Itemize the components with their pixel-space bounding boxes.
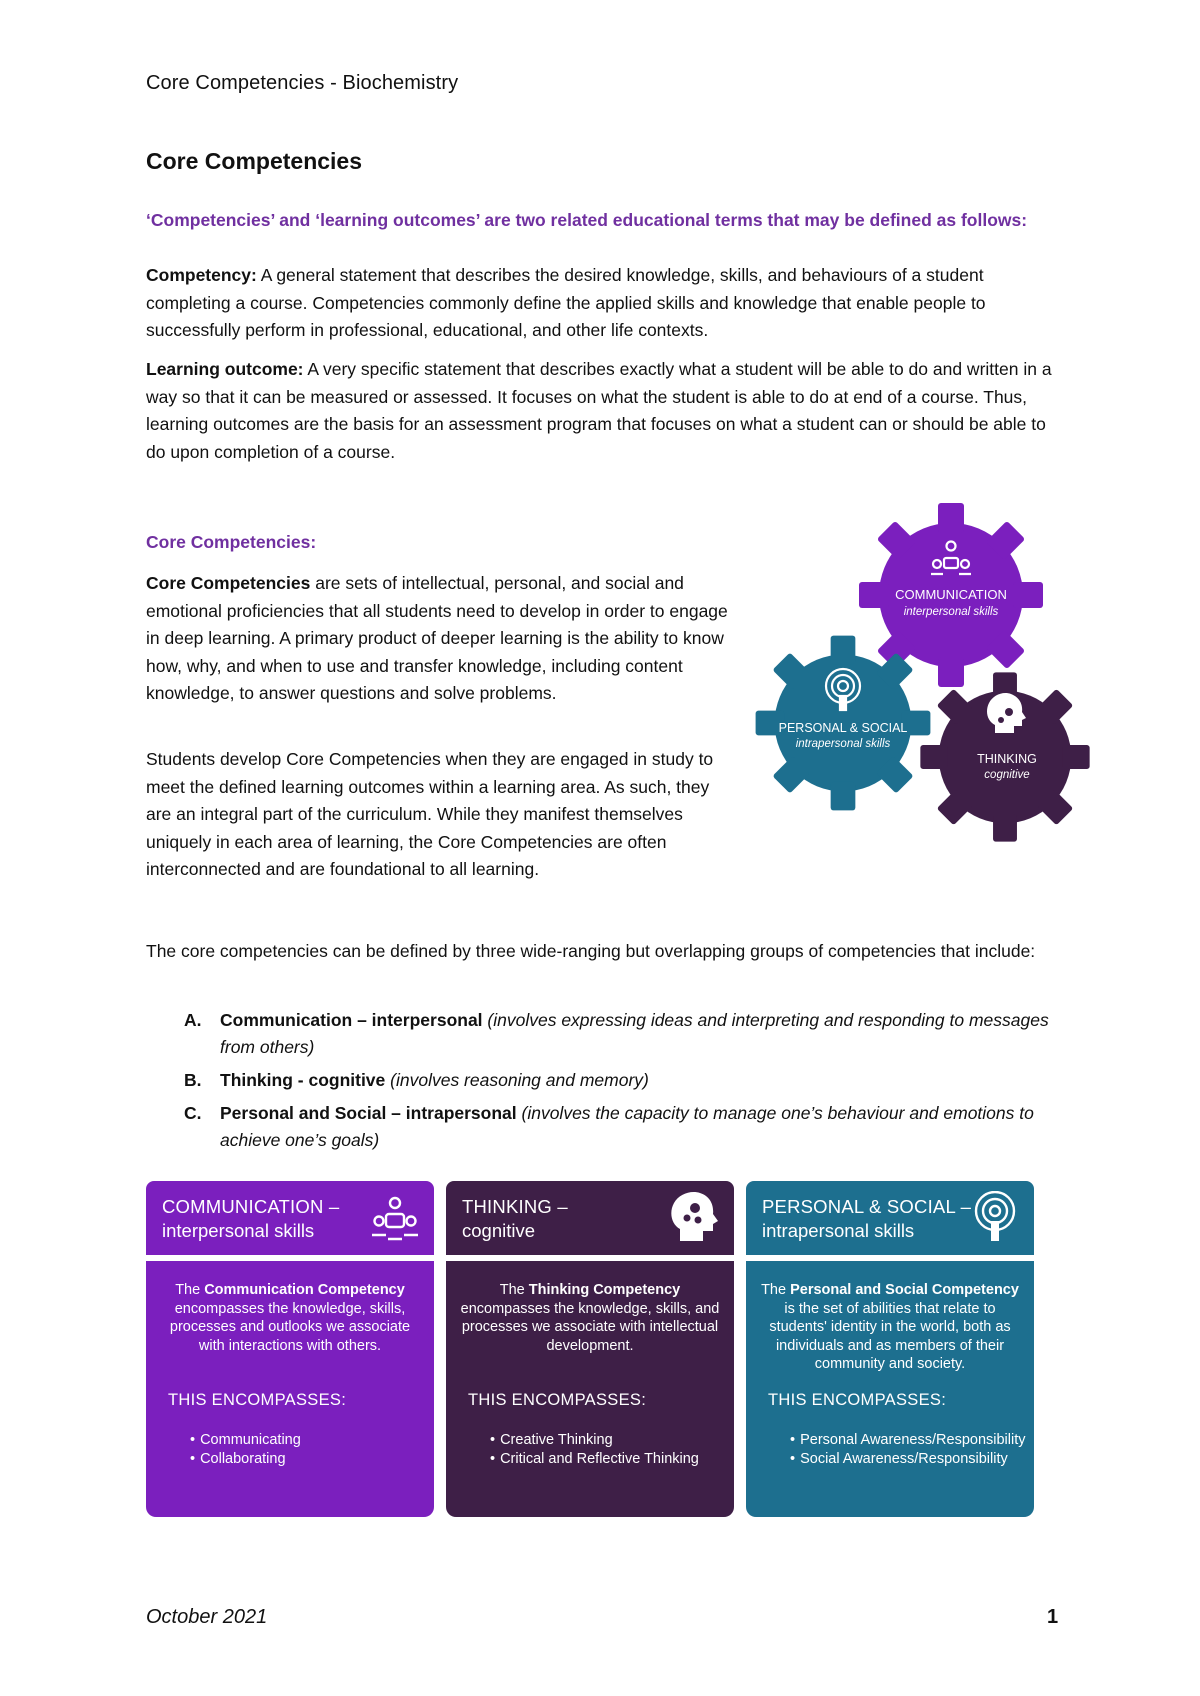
personal-social-card-header [746, 1181, 1034, 1255]
list-item [146, 1007, 1076, 1061]
list-item: • Critical and Reflective Thinking [490, 1450, 699, 1469]
page-number: 1 [1047, 1606, 1059, 1628]
card-bullet-list [490, 1431, 699, 1469]
communication-gear-sub: interpersonal skills [903, 606, 999, 618]
thinking-card [446, 1181, 734, 1517]
card-desc-post: encompasses the knowledge, skills, and processes we associate with intellectual development. [460, 1300, 720, 1354]
card-subtitle: cognitive [462, 1220, 536, 1241]
communication-card-body [146, 1261, 434, 1517]
list-item [146, 1067, 1076, 1094]
card-description [760, 1281, 1020, 1374]
card-desc-post: encompasses the knowledge, skills, processes and outlooks we associate with interactions with others. [169, 1300, 411, 1354]
competency-gears-graphic [745, 495, 1105, 845]
list-item-desc: (involves expressing ideas and interpreting and responding to messages from others) [220, 1010, 1049, 1057]
list-item-desc: (involves reasoning and memory) [385, 1070, 649, 1090]
list-item-name: Thinking - cognitive [220, 1070, 386, 1090]
card-encompasses-label: THIS ENCOMPASSES: [168, 1391, 347, 1409]
core-competencies-term: Core Competencies [146, 573, 311, 593]
card-title: THINKING – [462, 1196, 568, 1217]
card-subtitle: intrapersonal skills [762, 1220, 915, 1241]
list-item [146, 1100, 1076, 1154]
list-item-desc: (involves the capacity to manage one’s behaviour and emotions to achieve one’s goals) [220, 1103, 1034, 1150]
list-item: • Communicating [190, 1431, 301, 1450]
competency-term: Competency: [146, 265, 257, 285]
list-item: • Personal Awareness/Responsibility [790, 1431, 1026, 1450]
footer-date: October 2021 [146, 1606, 268, 1628]
card-desc-bold: Communication Competency [204, 1282, 405, 1298]
core-competencies-paragraph [146, 570, 731, 708]
card-desc-pre: The [175, 1282, 205, 1298]
personal-gear-title: PERSONAL & SOCIAL [778, 721, 908, 735]
thinking-card-header [446, 1181, 734, 1255]
card-title: PERSONAL & SOCIAL – [762, 1196, 972, 1217]
card-description [160, 1281, 420, 1355]
competency-text: A general statement that describes the desired knowledge, skills, and behaviours of a student completing a course. Competencies commonly define the applied skills and knowledge that enable people to successfully perform in professional, educational, and other life contexts. [146, 265, 986, 340]
list-item: • Collaborating [190, 1450, 301, 1469]
intro-text: ‘Competencies’ and ‘learning outcomes’ are two related educational terms that may be defined as follows: [146, 210, 1028, 230]
page-title: Core Competencies [146, 148, 363, 174]
personal-social-card-body [746, 1261, 1034, 1517]
list-item-letter: B. [184, 1070, 202, 1090]
card-bullet-list [190, 1431, 301, 1469]
personal-gear-sub: intrapersonal skills [795, 738, 891, 750]
personal-broadcast-icon [968, 1191, 1022, 1245]
core-competencies-subheading: Core Competencies: [146, 532, 317, 552]
learning-outcome-term: Learning outcome: [146, 359, 304, 379]
communication-card-header [146, 1181, 434, 1255]
list-item-letter: C. [184, 1103, 202, 1123]
list-item: • Social Awareness/Responsibility [790, 1450, 1026, 1469]
card-desc-bold: Personal and Social Competency [790, 1282, 1019, 1298]
thinking-head-icon [668, 1191, 722, 1245]
personal-social-card [746, 1181, 1034, 1517]
groups-intro-text: The core competencies can be defined by three wide-ranging but overlapping groups of competencies that include: [146, 941, 1036, 961]
students-develop-paragraph: Students develop Core Competencies when they are engaged in study to meet the defined learning outcomes within a learning area. As such, they are an integral part of the curriculum. While they manifest themselves uniquely in each area of learning, the Core Competencies are often interconnected and are foundational to all learning. [146, 749, 714, 879]
learning-outcome-text: A very specific statement that describes exactly what a student will be able to do and written in a way so that it can be measured or assessed. It focuses on what the student is able to do at end of a course. Thus, learning outcomes are the basis for an assessment program that focuses on what a student can or should be able to do upon completion of a course. [146, 359, 1052, 462]
learning-outcome-definition [146, 356, 1066, 466]
list-item-name: Communication – interpersonal [220, 1010, 483, 1030]
card-subtitle: interpersonal skills [162, 1220, 315, 1241]
communication-people-icon [368, 1191, 422, 1245]
card-desc-pre: The [761, 1282, 791, 1298]
competency-cards [146, 1181, 1036, 1517]
card-bullet-list [790, 1431, 1026, 1469]
page-header: Core Competencies - Biochemistry [146, 72, 459, 94]
competency-list [146, 1007, 1076, 1160]
card-encompasses-label: THIS ENCOMPASSES: [468, 1391, 647, 1409]
card-desc-post: is the set of abilities that relate to students' identity in the world, both as individuals and as members of their community and society. [769, 1300, 1011, 1372]
card-description [460, 1281, 720, 1355]
core-competencies-text: are sets of intellectual, personal, and social and emotional proficiencies that all students need to develop in order to engage in deep learning. A primary product of deeper learning is the ability to know how, why, and when to use and transfer knowledge, including content knowledge, to answer questions and solve problems. [146, 573, 728, 703]
card-title: COMMUNICATION – [162, 1196, 340, 1217]
thinking-gear-sub: cognitive [984, 769, 1030, 781]
thinking-gear-title: THINKING [977, 752, 1037, 766]
list-item-name: Personal and Social – intrapersonal [220, 1103, 517, 1123]
communication-gear-title: COMMUNICATION [895, 587, 1007, 602]
card-desc-pre: The [499, 1282, 529, 1298]
list-item-letter: A. [184, 1010, 202, 1030]
thinking-card-body [446, 1261, 734, 1517]
competency-definition [146, 262, 1066, 345]
communication-card [146, 1181, 434, 1517]
card-desc-bold: Thinking Competency [528, 1282, 681, 1298]
card-encompasses-label: THIS ENCOMPASSES: [768, 1391, 947, 1409]
list-item: • Creative Thinking [490, 1431, 699, 1450]
